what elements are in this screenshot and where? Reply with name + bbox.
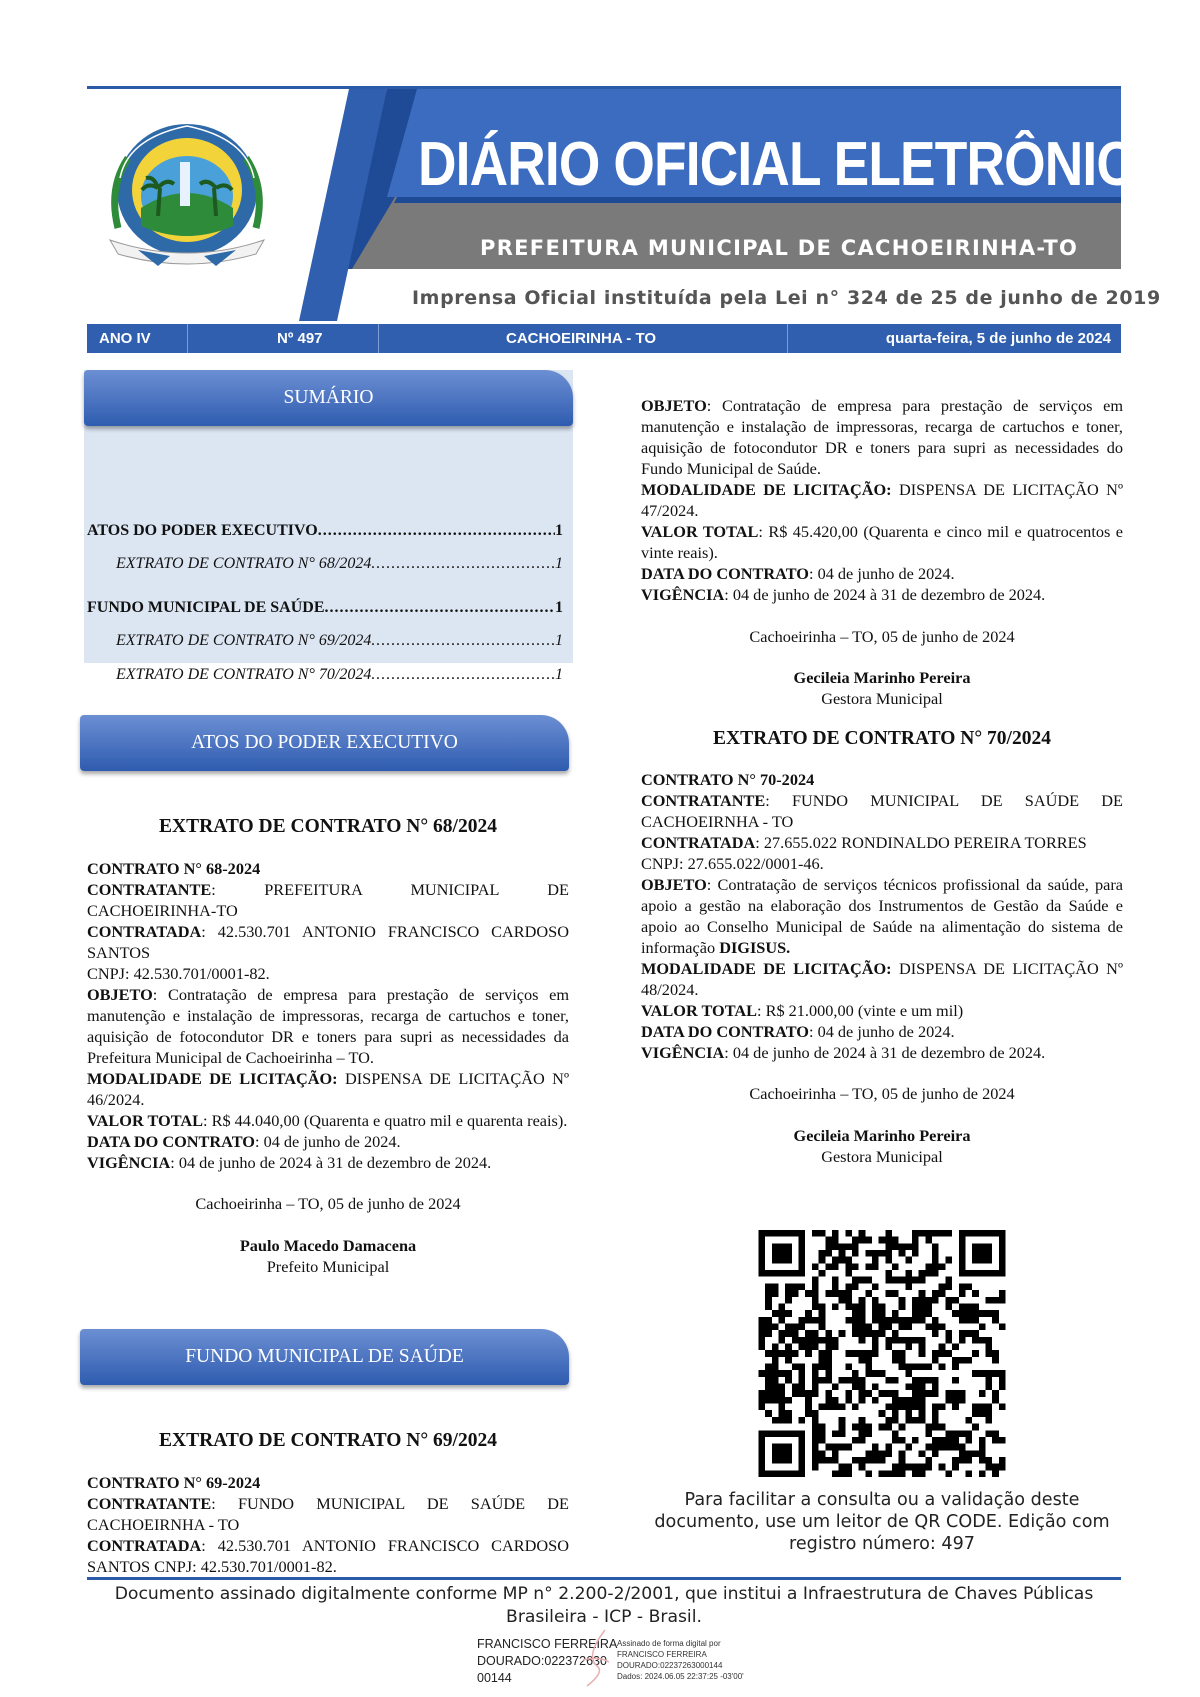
contract-68-valor: VALOR TOTAL: R$ 44.040,00 (Quarenta e quatro mil e quarenta reais). xyxy=(87,1111,568,1130)
digital-signature-notice: Documento assinado digitalmente conforme MP n° 2.200-2/2001, que institui a Infraestrutura de Chaves Públicas Brasileira - ICP - Brasil. xyxy=(114,1584,1094,1627)
handwritten-signature-mark xyxy=(575,1626,615,1690)
qr-finder-center xyxy=(772,1444,792,1464)
contract-69-signer-role: Gestora Municipal xyxy=(821,689,943,708)
summary-box xyxy=(84,370,573,683)
contract-69-objeto: OBJETO: Contratação de empresa para prestação de serviços em manutenção e instalação de impressoras, recarga de cartuchos e toner, aquisição de fotocondutor DR e toners para supri as necessidades do Fundo Municipal de Saúde. xyxy=(641,396,1123,478)
contract-69-vigencia: VIGÊNCIA: 04 de junho de 2024 à 31 de dezembro de 2024. xyxy=(641,585,1046,604)
contract-70-data: DATA DO CONTRATO: 04 de junho de 2024. xyxy=(641,1022,955,1041)
section-heading-executivo: ATOS DO PODER EXECUTIVO xyxy=(80,715,569,771)
journal-title: DIÁRIO OFICIAL ELETRÔNICO xyxy=(418,130,1175,199)
contract-69-valor: VALOR TOTAL: R$ 45.420,00 (Quarenta e cinco mil e quatrocentos e vinte reais). xyxy=(641,522,1123,562)
contract-68-title: EXTRATO DE CONTRATO N° 68/2024 xyxy=(159,816,497,837)
contract-70-vigencia: VIGÊNCIA: 04 de junho de 2024 à 31 de dezembro de 2024. xyxy=(641,1043,1046,1062)
qr-finder-center xyxy=(972,1243,992,1263)
contract-68-modalidade: MODALIDADE DE LICITAÇÃO: DISPENSA DE LICITAÇÃO Nº 46/2024. xyxy=(87,1069,569,1109)
contract-69-title: EXTRATO DE CONTRATO N° 69/2024 xyxy=(159,1430,497,1451)
contract-68-cnpj: CNPJ: 42.530.701/0001-82. xyxy=(87,964,270,983)
contract-70-contratante: CONTRATANTE: FUNDO MUNICIPAL DE SAÚDE DE CACHOEIRNHA - TO xyxy=(641,791,1123,831)
contract-68-number: CONTRATO N° 68-2024 xyxy=(87,859,261,878)
contract-70-signer: Gecileia Marinho Pereira xyxy=(793,1126,971,1145)
qr-caption: Para facilitar a consulta ou a validação deste documento, use um leitor de QR CODE. Edição com registro número: 497 xyxy=(654,1490,1110,1554)
signature-details: Assinado de forma digital por FRANCISCO FERREIRA DOURADO:02237263000144 Dados: 2024.06.05 22:37:25 -03'00' xyxy=(617,1639,744,1681)
contract-68-contratada: CONTRATADA: 42.530.701 ANTONIO FRANCISCO CARDOSO SANTOS xyxy=(87,922,569,962)
contract-70-contratada: CONTRATADA: 27.655.022 RONDINALDO PEREIRA TORRES xyxy=(641,833,1087,852)
contract-68-objeto: OBJETO: Contratação de empresa para prestação de serviços em manutenção e instalação de impressoras, recarga de cartuchos e toner, aquisição de fotocondutor DR e toners para supri as necessidades da Prefeitura Municipal de Cachoeirinha – TO. xyxy=(87,985,569,1067)
contract-69-part1 xyxy=(87,1429,569,1577)
contract-69-part2 xyxy=(641,395,1123,1167)
contract-68-vigencia: VIGÊNCIA: 04 de junho de 2024 à 31 de dezembro de 2024. xyxy=(87,1153,492,1172)
official-press-law: Imprensa Oficial instituída pela Lei n° 324 de 25 de junho de 2019 xyxy=(412,287,1161,309)
contract-70-title: EXTRATO DE CONTRATO N° 70/2024 xyxy=(713,728,1051,749)
edition-number: Nº 497 xyxy=(277,330,323,347)
toc-item[interactable]: FUNDO MUNICIPAL DE SAÚDE ..... 1 xyxy=(87,599,563,617)
contract-70-signer-role: Gestora Municipal xyxy=(821,1147,943,1166)
signer-certificate-name: FRANCISCO FERREIRA DOURADO:022372630 00144 xyxy=(477,1637,618,1685)
toc-item[interactable]: EXTRATO DE CONTRATO N° 70/2024 ..... 1 xyxy=(116,666,563,684)
edition-date: quarta-feira, 5 de junho de 2024 xyxy=(885,330,1111,347)
section-heading-executivo-wrap xyxy=(80,715,569,771)
info-divider xyxy=(187,324,188,353)
contract-68-contratante: CONTRATANTE: PREFEITURA MUNICIPAL DE CACHOEIRINHA-TO xyxy=(87,880,569,920)
contract-70-number: CONTRATO N° 70-2024 xyxy=(641,770,815,789)
section-heading-saude: FUNDO MUNICIPAL DE SAÚDE xyxy=(80,1329,569,1385)
footer-rule xyxy=(87,1577,1121,1580)
contract-68-signer: Paulo Macedo Damacena xyxy=(239,1236,417,1255)
contract-68-data: DATA DO CONTRATO: 04 de junho de 2024. xyxy=(87,1132,401,1151)
contract-70-modalidade: MODALIDADE DE LICITAÇÃO: DISPENSA DE LICITAÇÃO Nº 48/2024. xyxy=(641,959,1123,999)
contract-70-place-date: Cachoeirinha – TO, 05 de junho de 2024 xyxy=(749,1084,1015,1103)
contract-68 xyxy=(87,815,569,1277)
municipal-seal-logo xyxy=(98,118,276,278)
qr-finder-center xyxy=(772,1243,792,1263)
contract-69-data: DATA DO CONTRATO: 04 de junho de 2024. xyxy=(641,564,955,583)
summary-heading: SUMÁRIO xyxy=(84,370,573,426)
validation-qr-code[interactable] xyxy=(758,1230,1006,1477)
contract-68-signer-role: Prefeito Municipal xyxy=(266,1257,390,1276)
municipality-subtitle: PREFEITURA MUNICIPAL DE CACHOEIRINHA-TO xyxy=(480,236,1079,260)
contract-70-cnpj: CNPJ: 27.655.022/0001-46. xyxy=(641,854,824,873)
edition-info-bar xyxy=(87,324,1121,353)
contract-69-modalidade: MODALIDADE DE LICITAÇÃO: DISPENSA DE LICITAÇÃO Nº 47/2024. xyxy=(641,480,1123,520)
edition-year: ANO IV xyxy=(99,330,151,347)
contract-70-valor: VALOR TOTAL: R$ 21.000,00 (vinte e um mil) xyxy=(641,1001,964,1020)
toc-item[interactable]: EXTRATO DE CONTRATO N° 68/2024 ..... 1 xyxy=(116,555,563,573)
contract-69-signer: Gecileia Marinho Pereira xyxy=(793,668,971,687)
contract-69-place-date: Cachoeirinha – TO, 05 de junho de 2024 xyxy=(749,627,1015,646)
info-divider xyxy=(787,324,788,353)
contract-69-number: CONTRATO N° 69-2024 xyxy=(87,1473,261,1492)
contract-69-contratada: CONTRATADA: 42.530.701 ANTONIO FRANCISCO CARDOSO SANTOS CNPJ: 42.530.701/0001-82. xyxy=(87,1536,569,1576)
edition-city: CACHOEIRINHA - TO xyxy=(506,330,656,347)
section-heading-saude-wrap xyxy=(80,1329,569,1385)
toc-item[interactable]: EXTRATO DE CONTRATO N° 69/2024 ..... 1 xyxy=(116,632,563,650)
info-divider xyxy=(378,324,379,353)
contract-70-objeto: OBJETO: Contratação de serviços técnicos profissional da saúde, para apoio a gestão na elaboração dos Instrumentos de Gestão da Saúde e apoio ao Conselho Municipal de Saúde na alimentação do sistema de informação DIGISUS. xyxy=(641,875,1123,957)
contract-69-contratante: CONTRATANTE: FUNDO MUNICIPAL DE SAÚDE DE CACHOEIRNHA - TO xyxy=(87,1494,569,1534)
toc-item[interactable]: ATOS DO PODER EXECUTIVO ..... 1 xyxy=(87,522,563,540)
contract-68-place-date: Cachoeirinha – TO, 05 de junho de 2024 xyxy=(195,1194,461,1213)
